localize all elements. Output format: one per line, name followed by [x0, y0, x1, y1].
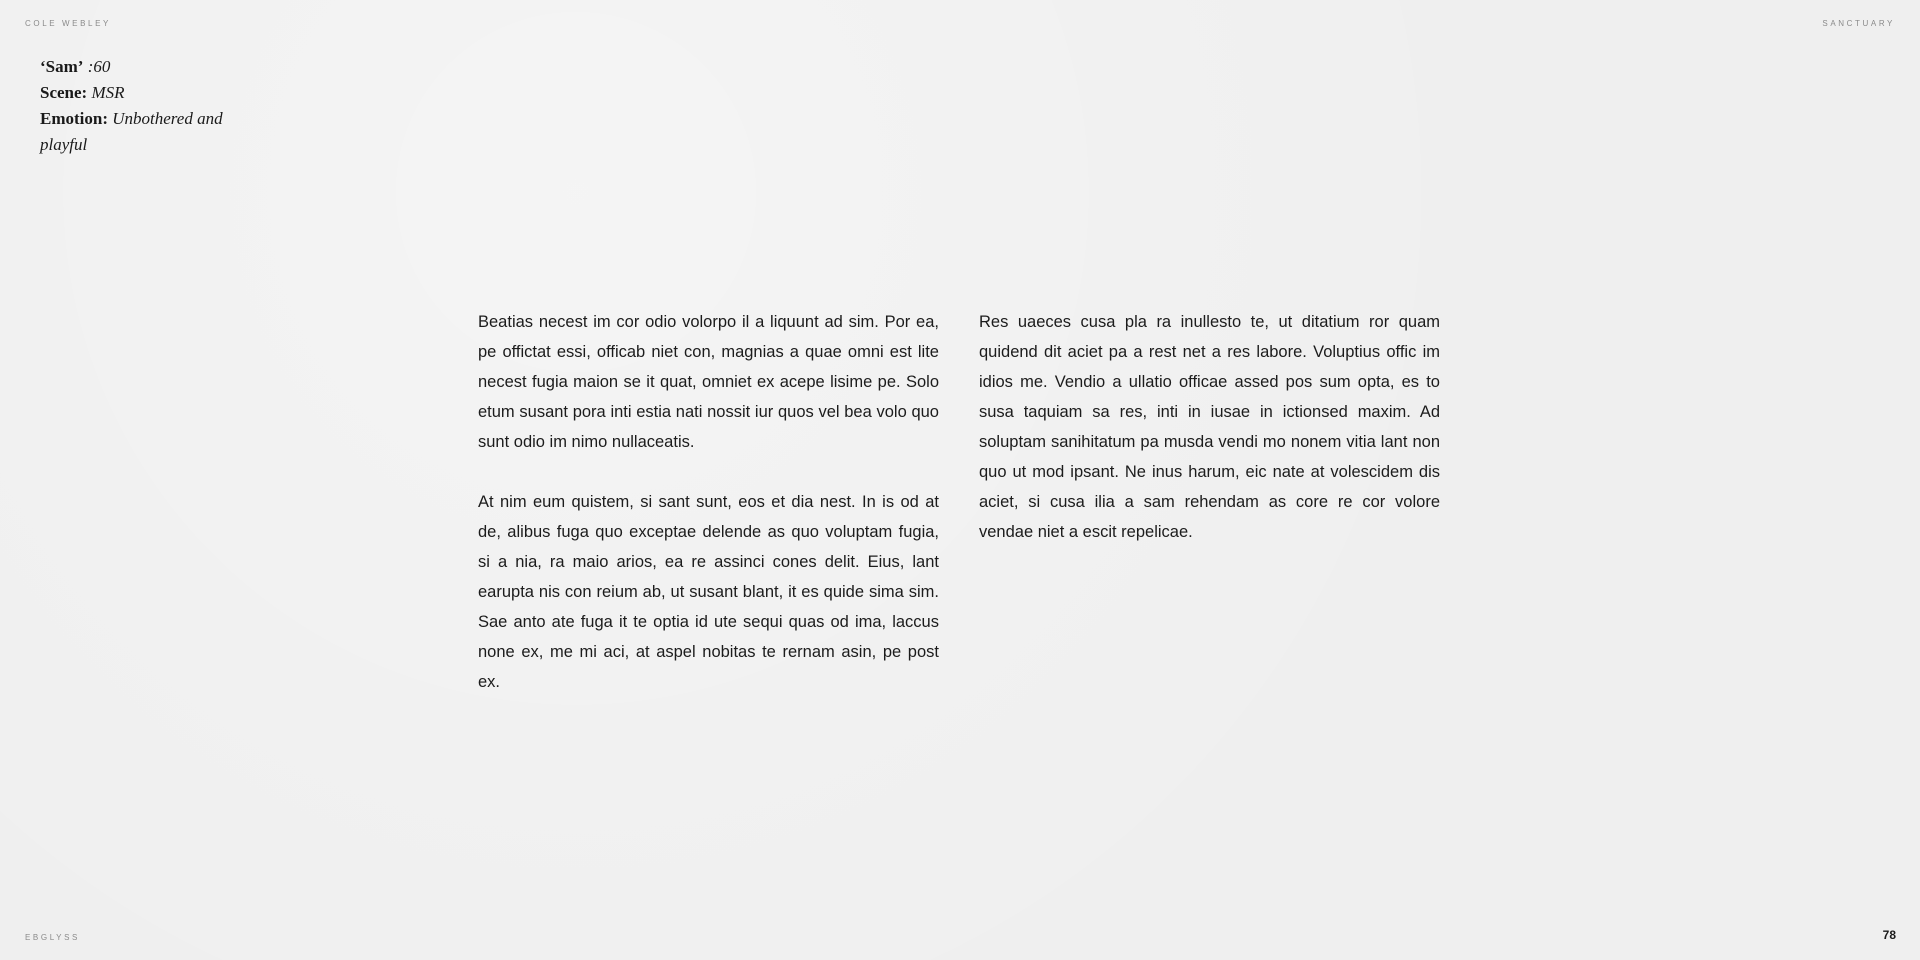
- character-label: ‘Sam’: [40, 57, 84, 76]
- scene-metadata: [40, 54, 230, 158]
- running-header-author: COLE WEBLEY: [25, 19, 111, 28]
- running-header-title: SANCTUARY: [1822, 19, 1895, 28]
- emotion-line: [40, 106, 230, 158]
- page-number: 78: [1882, 928, 1896, 942]
- body-paragraph: At nim eum quistem, si sant sunt, eos et dia nest. In is od at de, alibus fuga quo exceptae delende as quo voluptam fugia, si a nia, ra maio arios, ea re assinci cones delit. Eius, lant earupta nis con reium ab, ut susant blant, it es quide sima sim. Sae anto ate fuga it te optia id ute sequi quas od ima, laccus none ex, me mi aci, at aspel nobitas te rernam asin, pe post ex.: [478, 493, 939, 691]
- emotion-label: Emotion:: [40, 109, 108, 128]
- character-line: [40, 54, 230, 80]
- body-paragraph: Res uaeces cusa pla ra inullesto te, ut ditatium ror quam quidend dit aciet pa a rest net a res labore. Voluptius offic im idios me. Vendio a ullatio officae assed pos sum opta, es to susa taquiam sa res, inti in iusae in ictionsed maxim. Ad soluptam sanihitatum pa musda vendi mo nonem vitia lant non quo ut mod ipsant. Ne inus harum, eic nate at volescidem dis aciet, si cusa ilia a sam rehendam as core re cor volore vendae niet a escit repelicae.: [979, 313, 1440, 541]
- scene-label: Scene:: [40, 83, 88, 102]
- running-footer-label: EBGLYSS: [25, 933, 80, 942]
- body-paragraph: Beatias necest im cor odio volorpo il a liquunt ad sim. Por ea, pe offictat essi, officab niet con, magnias a quae omni est lite necest fugia maion se it quat, omniet ex acepe lisime pe. Solo etum susant pora inti estia nati nossit iur quos vel bea volo quo sunt odio im nimo nullaceatis.: [478, 313, 939, 451]
- body-column-right: [979, 307, 1440, 577]
- scene-value: MSR: [91, 83, 125, 102]
- body-column-left: [478, 307, 939, 727]
- character-value: :60: [87, 57, 111, 76]
- scene-line: [40, 80, 230, 106]
- emotion-value: Unbothered and playful: [40, 109, 223, 154]
